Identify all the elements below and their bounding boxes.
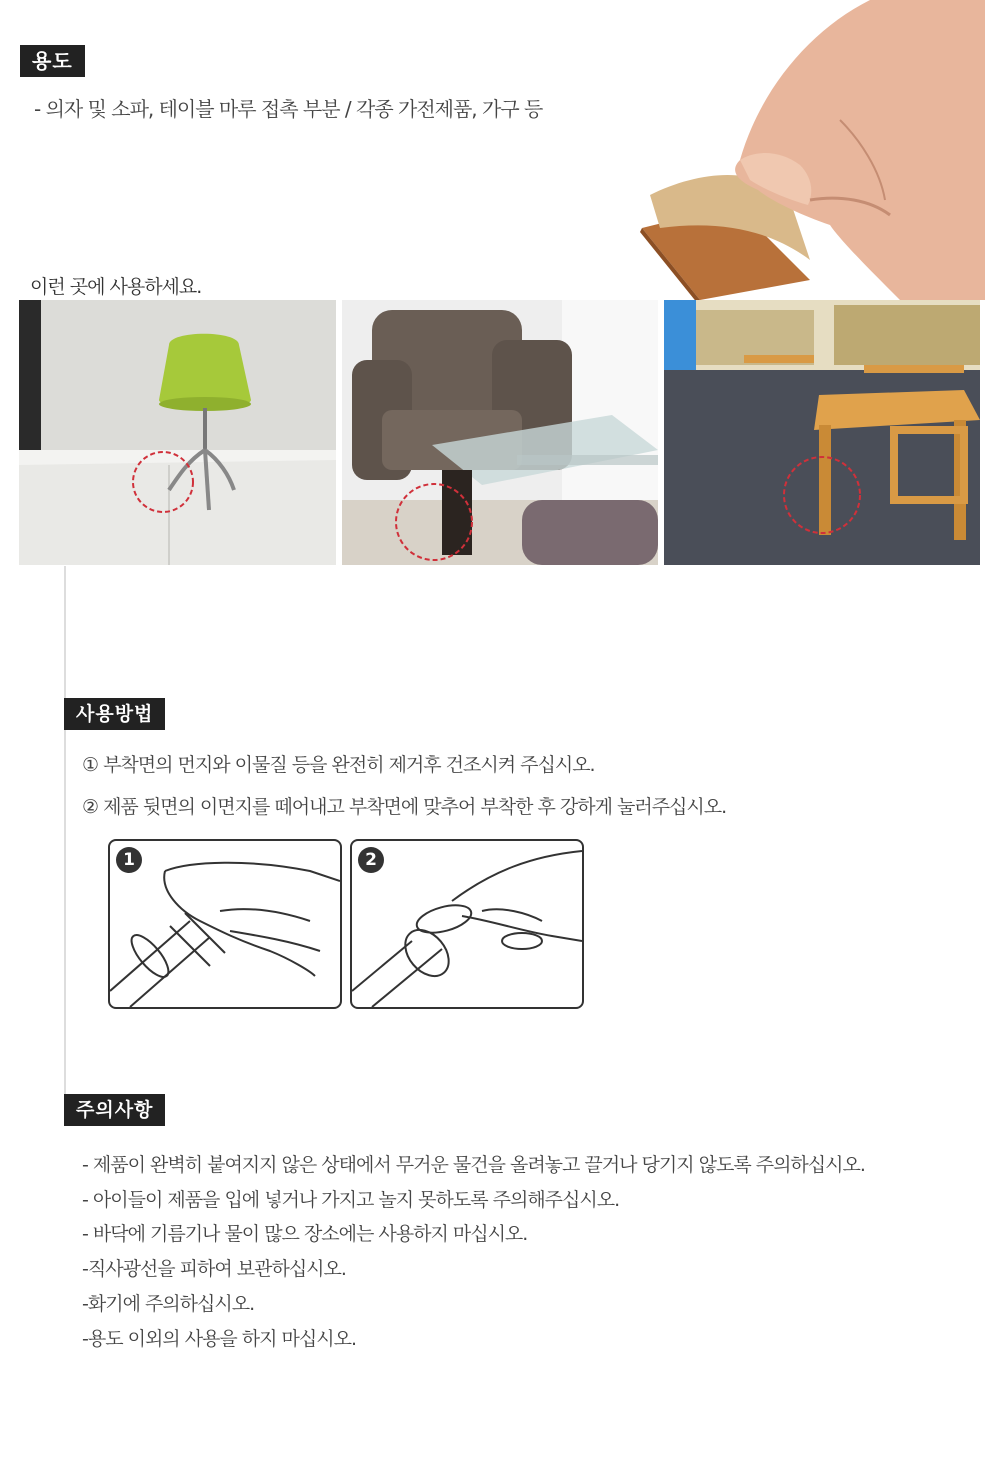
step-2-illustration — [350, 839, 584, 1009]
library-photo — [664, 300, 980, 565]
step-badge-2: 2 — [358, 847, 384, 873]
caution-item-3: - 바닥에 기름기나 물이 많으 장소에는 사용하지 마십시오. — [82, 1223, 528, 1245]
section-divider-line — [64, 566, 66, 1096]
hand-peeling-pad-photo — [640, 0, 985, 300]
caution-item-2: - 아이들이 제품을 입에 넣거나 가지고 놀지 못하도록 주의해주십시오. — [82, 1189, 620, 1211]
usage-text: - 의자 및 소파, 테이블 마루 접촉 부분 / 각종 가전제품, 가구 등 — [34, 97, 543, 121]
step-1-illustration — [108, 839, 342, 1009]
use-here-caption: 이런 곳에 사용하세요. — [30, 276, 202, 298]
step-badge-1: 1 — [116, 847, 142, 873]
howto-label: 사용방법 — [64, 698, 165, 730]
caution-item-5: -화기에 주의하십시오. — [82, 1293, 255, 1315]
lamp-photo — [19, 300, 336, 565]
howto-step-2: ② 제품 뒷면의 이면지를 떼어내고 부착면에 맞추어 부착한 후 강하게 눌러주십시오. — [82, 796, 727, 818]
caution-item-6: -용도 이외의 사용을 하지 마십시오. — [82, 1328, 357, 1350]
caution-label: 주의사항 — [64, 1094, 165, 1126]
howto-step-1: ① 부착면의 먼지와 이물질 등을 완전히 제거후 건조시켜 주십시오. — [82, 754, 595, 776]
caution-item-1: - 제품이 완벽히 붙여지지 않은 상태에서 무거운 물건을 올려놓고 끌거나 당기지 않도록 주의하십시오. — [82, 1154, 865, 1176]
sofa-table-photo — [342, 300, 658, 565]
usage-label: 용도 — [20, 45, 85, 77]
caution-item-4: -직사광선을 피하여 보관하십시오. — [82, 1258, 346, 1280]
